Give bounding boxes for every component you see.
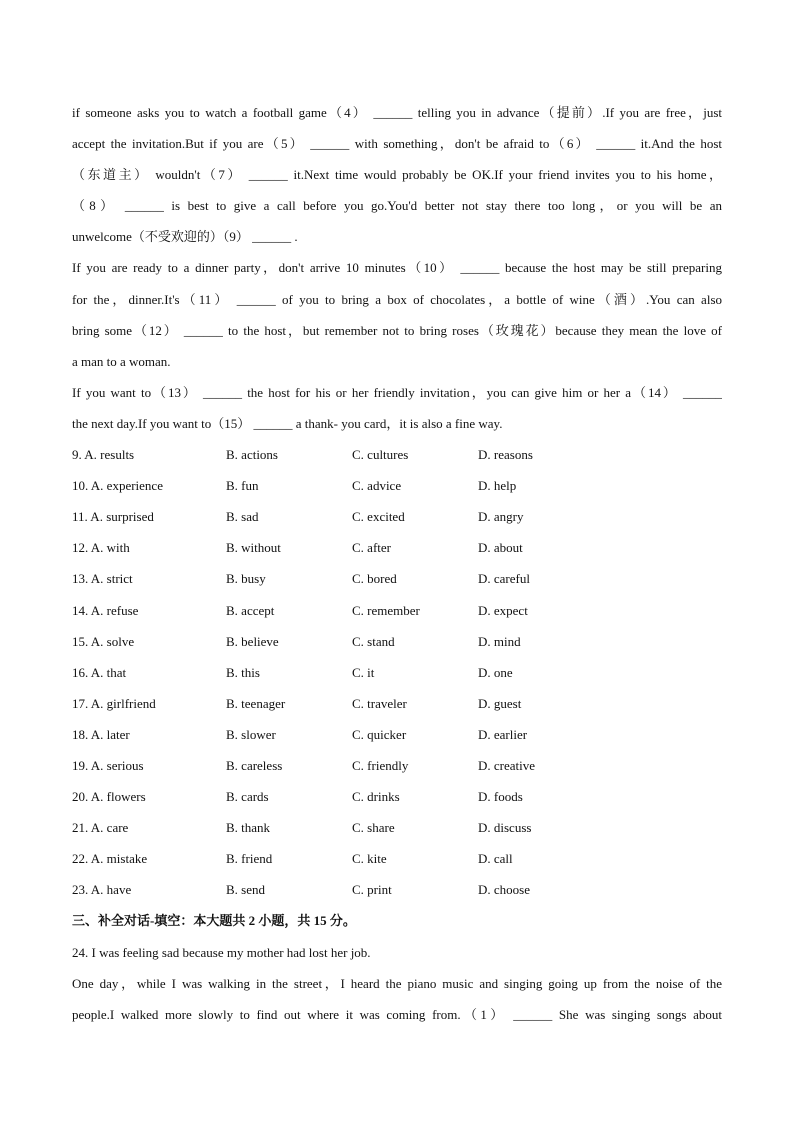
q24-line: 24. I was feeling sad because my mother had lost her job. <box>72 944 371 960</box>
option-c: C. share <box>352 820 395 836</box>
option-a: 18. A. later <box>72 726 130 742</box>
option-b: B. thank <box>226 820 271 836</box>
option-d: D. expect <box>478 602 528 618</box>
option-b: B. busy <box>226 571 266 587</box>
question-row <box>72 563 722 594</box>
passage-line: unwelcome（不受欢迎的）（9） ______ . <box>72 229 298 245</box>
option-c: C. bored <box>352 571 397 587</box>
option-a: 11. A. surprised <box>72 509 154 525</box>
option-d: D. call <box>478 851 513 867</box>
option-a: 17. A. girlfriend <box>72 695 156 711</box>
passage-line: （8） ______ is best to give a call before you go.You'd better not stay there too long，or you will be an <box>72 198 722 214</box>
q24-line: One day，while I was walking in the street，I heard the piano music and singing going up from the noise of the <box>72 975 722 991</box>
option-b: B. this <box>226 664 260 680</box>
option-a: 13. A. strict <box>72 571 133 587</box>
option-b: B. cards <box>226 789 269 805</box>
question-row <box>72 874 722 905</box>
option-b: B. fun <box>226 478 259 494</box>
question-row <box>72 626 722 657</box>
option-a: 16. A. that <box>72 664 127 680</box>
option-b: B. careless <box>226 757 283 773</box>
passage-line: If you want to（13） ______ the host for his or her friendly invitation，you can give him or her a（14） ______ <box>72 384 722 400</box>
option-d: D. careful <box>478 571 530 587</box>
passage-line: accept the invitation.But if you are（5） ______ with something，don't be afraid to（6） ______ it.And the host <box>72 136 722 152</box>
question-row <box>72 439 722 470</box>
option-c: C. it <box>352 664 375 680</box>
option-c: C. remember <box>352 602 420 618</box>
option-c: C. excited <box>352 509 405 525</box>
option-d: D. choose <box>478 882 530 898</box>
option-a: 10. A. experience <box>72 478 163 494</box>
question-row <box>72 470 722 501</box>
option-b: B. accept <box>226 602 275 618</box>
option-a: 12. A. with <box>72 540 130 556</box>
option-a: 23. A. have <box>72 882 132 898</box>
option-d: D. about <box>478 540 523 556</box>
option-a: 19. A. serious <box>72 757 144 773</box>
option-c: C. quicker <box>352 726 407 742</box>
option-d: D. help <box>478 478 517 494</box>
option-a: 15. A. solve <box>72 633 135 649</box>
option-b: B. sad <box>226 509 259 525</box>
passage-line: bring some（12） ______ to the host，but remember not to bring roses（玫瑰花）because they mean the love of <box>72 322 722 338</box>
passage-line: （东道主） wouldn't（7） ______ it.Next time would probably be OK.If your friend invites you to his home， <box>72 167 722 183</box>
question-row <box>72 781 722 812</box>
document-page <box>72 97 722 1030</box>
question-row <box>72 532 722 563</box>
passage-line: for the，dinner.It's（11） ______ of you to bring a box of chocolates，a bottle of wine（酒）.You can also <box>72 291 722 307</box>
q24-line: people.I walked more slowly to find out where it was coming from.（1） ______ She was singing songs about <box>72 1006 722 1022</box>
section-heading: 三、补全对话-填空：本大题共 2 小题，共 15 分。 <box>72 913 356 929</box>
passage-line: if someone asks you to watch a football game（4） ______ telling you in advance（提前）.If you are free，just <box>72 105 722 120</box>
option-d: D. earlier <box>478 726 528 742</box>
option-c: C. after <box>352 540 391 556</box>
option-d: D. reasons <box>478 447 533 463</box>
option-a: 14. A. refuse <box>72 602 139 618</box>
option-b: B. without <box>226 540 281 556</box>
passage-line: the next day.If you want to（15） ______ a thank- you card，it is also a fine way. <box>72 415 503 431</box>
question-list <box>72 439 722 905</box>
passage-line: a man to a woman. <box>72 353 171 369</box>
question-row <box>72 657 722 688</box>
option-d: D. creative <box>478 757 536 773</box>
question-row <box>72 719 722 750</box>
question-row <box>72 688 722 719</box>
option-c: C. advice <box>352 478 402 494</box>
option-c: C. stand <box>352 633 395 649</box>
question-24 <box>72 937 722 1030</box>
option-b: B. slower <box>226 726 276 742</box>
cloze-passage <box>72 97 722 439</box>
option-b: B. send <box>226 882 265 898</box>
option-b: B. actions <box>226 447 278 463</box>
option-a: 20. A. flowers <box>72 789 146 805</box>
option-a: 22. A. mistake <box>72 851 148 867</box>
option-c: C. cultures <box>352 447 409 463</box>
option-d: D. mind <box>478 633 521 649</box>
question-row <box>72 750 722 781</box>
question-row <box>72 501 722 532</box>
option-d: D. one <box>478 664 513 680</box>
option-b: B. friend <box>226 851 273 867</box>
option-c: C. drinks <box>352 789 400 805</box>
question-row <box>72 812 722 843</box>
option-c: C. print <box>352 882 392 898</box>
option-d: D. foods <box>478 789 523 805</box>
option-d: D. guest <box>478 695 522 711</box>
option-a: 21. A. care <box>72 820 129 836</box>
option-d: D. discuss <box>478 820 532 836</box>
question-row <box>72 595 722 626</box>
option-b: B. teenager <box>226 695 286 711</box>
option-c: C. traveler <box>352 695 407 711</box>
option-a: 9. A. results <box>72 447 135 463</box>
question-row <box>72 843 722 874</box>
passage-line: If you are ready to a dinner party，don't arrive 10 minutes（10） ______ because the host may be still preparing <box>72 260 722 276</box>
option-c: C. friendly <box>352 757 409 773</box>
option-d: D. angry <box>478 509 524 525</box>
option-b: B. believe <box>226 633 279 649</box>
option-c: C. kite <box>352 851 387 867</box>
